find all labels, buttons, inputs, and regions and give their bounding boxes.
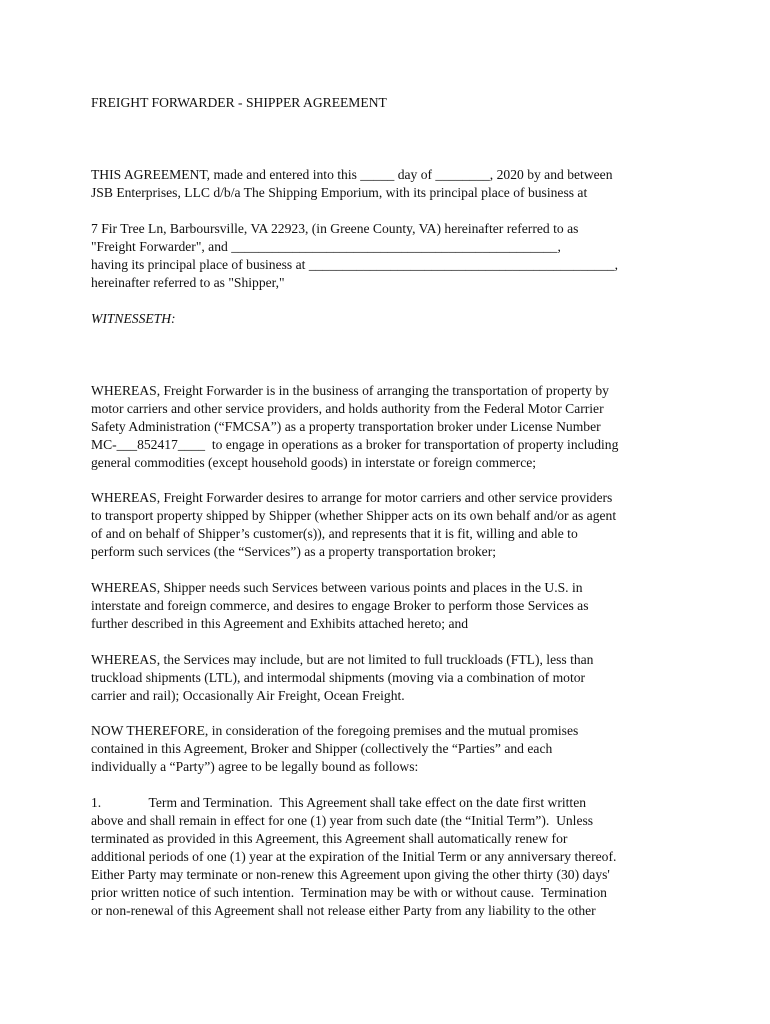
now-therefore-line: contained in this Agreement, Broker and Shipper (collectively the “Parties” and each	[91, 741, 553, 756]
section-1-line: or non-renewal of this Agreement shall not release either Party from any liability to the other	[91, 903, 596, 918]
section-1-line: terminated as provided in this Agreement, this Agreement shall automatically renew for	[91, 831, 568, 846]
whereas-1-line: WHEREAS, Freight Forwarder is in the business of arranging the transportation of property by	[91, 383, 609, 398]
whereas-1-line: general commodities (except household goods) in interstate or foreign commerce;	[91, 455, 537, 470]
parties-line: 7 Fir Tree Ln, Barboursville, VA 22923, (in Greene County, VA) hereinafter referred to as	[91, 221, 579, 236]
whereas-3-line: WHEREAS, Shipper needs such Services between various points and places in the U.S. in	[91, 580, 583, 595]
whereas-4-line: WHEREAS, the Services may include, but are not limited to full truckloads (FTL), less than	[91, 652, 594, 667]
parties-line: having its principal place of business at _____________________________________________,	[91, 257, 619, 272]
whereas-4-line: truckload shipments (LTL), and intermodal shipments (moving via a combination of motor	[91, 670, 586, 685]
whereas-1-line: Safety Administration (“FMCSA”) as a property transportation broker under License Number	[91, 419, 601, 434]
parties-line: hereinafter referred to as "Shipper,"	[91, 275, 285, 290]
witnesseth-heading: WITNESSETH:	[91, 311, 176, 326]
now-therefore-line: individually a “Party”) agree to be legally bound as follows:	[91, 759, 419, 774]
section-1-line: additional periods of one (1) year at the expiration of the Initial Term or any anniversary thereof.	[91, 849, 617, 864]
section-1-line: Either Party may terminate or non-renew this Agreement upon giving the other thirty (30) days'	[91, 867, 610, 882]
whereas-4-line: carrier and rail); Occasionally Air Freight, Ocean Freight.	[91, 688, 405, 703]
whereas-2-line: of and on behalf of Shipper’s customer(s)), and represents that it is fit, willing and able to	[91, 526, 578, 541]
whereas-2-line: WHEREAS, Freight Forwarder desires to arrange for motor carriers and other service providers	[91, 490, 613, 505]
now-therefore-line: NOW THEREFORE, in consideration of the foregoing premises and the mutual promises	[91, 723, 579, 738]
whereas-3-line: interstate and foreign commerce, and desires to engage Broker to perform those Services as	[91, 598, 589, 613]
section-1-line: prior written notice of such intention. Termination may be with or without cause. Termination	[91, 885, 607, 900]
document-title: FREIGHT FORWARDER - SHIPPER AGREEMENT	[91, 95, 387, 110]
whereas-1-line: motor carriers and other service providers, and holds authority from the Federal Motor Carrier	[91, 401, 604, 416]
whereas-3-line: further described in this Agreement and Exhibits attached hereto; and	[91, 616, 469, 631]
whereas-2-line: perform such services (the “Services”) as a property transportation broker;	[91, 544, 497, 559]
intro-line: THIS AGREEMENT, made and entered into this _____ day of ________, 2020 by and between	[91, 167, 613, 182]
section-1-line: above and shall remain in effect for one (1) year from such date (the “Initial Term”). Unless	[91, 813, 594, 828]
whereas-2-line: to transport property shipped by Shipper (whether Shipper acts on its own behalf and/or as agent	[91, 508, 617, 523]
section-1-line: 1. Term and Termination. This Agreement shall take effect on the date first written	[91, 795, 587, 810]
intro-line: JSB Enterprises, LLC d/b/a The Shipping Emporium, with its principal place of business at	[91, 185, 588, 200]
whereas-1-line: MC-___852417____ to engage in operations as a broker for transportation of property including	[91, 437, 619, 452]
parties-line: "Freight Forwarder", and ________________________________________________,	[91, 239, 561, 254]
